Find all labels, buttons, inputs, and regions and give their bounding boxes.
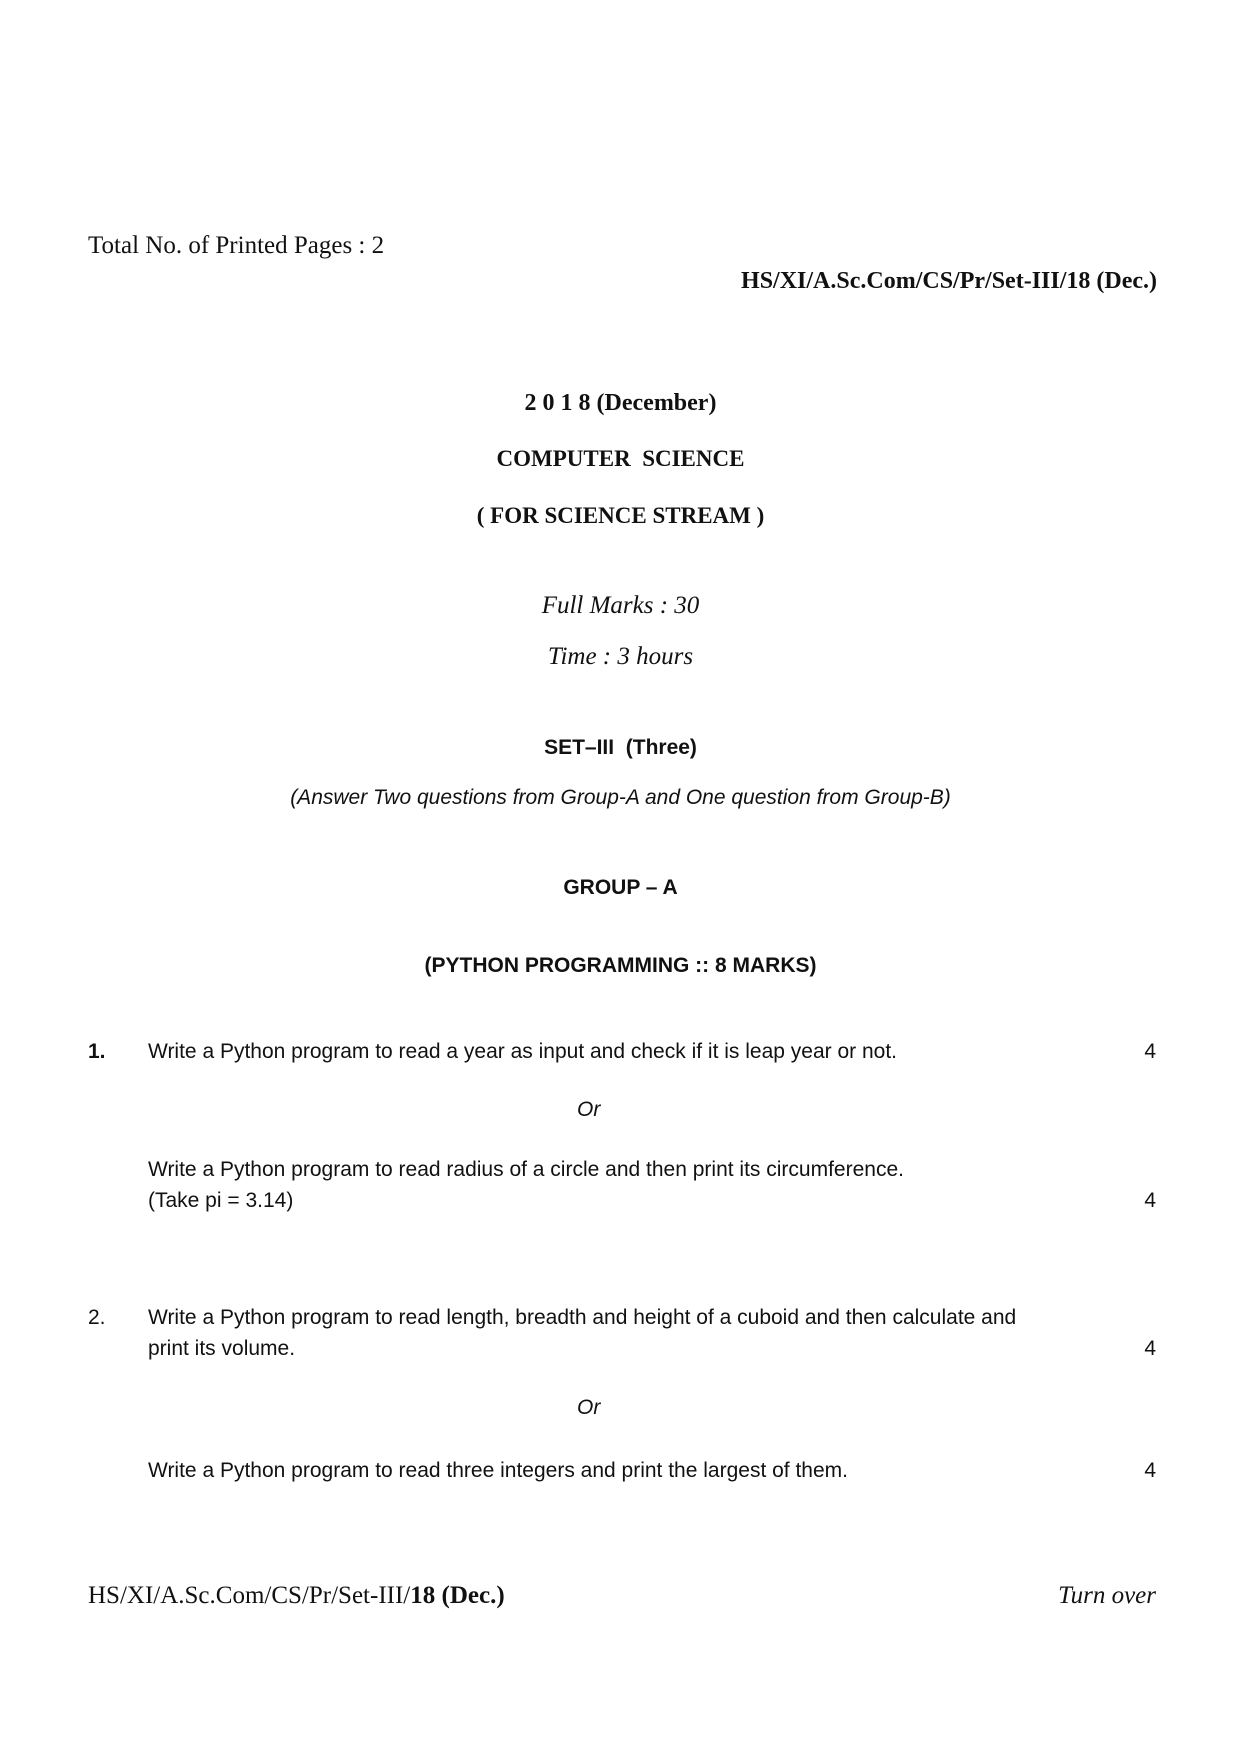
question-text-line1: Write a Python program to read length, breadth and height of a cuboid and then calculate and <box>148 1306 1017 1329</box>
footer-code-suffix: 18 (Dec.) <box>410 1582 505 1609</box>
or-separator: Or <box>577 1098 601 1121</box>
alternative-question-text-line1: Write a Python program to read radius of a circle and then print its circumference. <box>148 1158 904 1181</box>
question-marks: 4 <box>1144 1337 1156 1360</box>
question-text: Write a Python program to read a year as input and check if it is leap year or not. <box>148 1040 897 1063</box>
question-text-line2: print its volume. <box>148 1337 296 1360</box>
question-number: 1. <box>88 1040 106 1063</box>
footer-paper-code <box>88 1582 505 1610</box>
exam-year: 2 0 1 8 (December) <box>524 390 717 416</box>
instruction-text: (Answer Two questions from Group-A and One question from Group-B) <box>290 786 951 809</box>
group-heading: GROUP – A <box>563 876 678 899</box>
alternative-question-marks: 4 <box>1144 1459 1156 1482</box>
stream-title: ( FOR SCIENCE STREAM ) <box>476 503 765 528</box>
alternative-question-text-line2: (Take pi = 3.14) <box>148 1189 294 1212</box>
or-separator: Or <box>577 1396 601 1419</box>
turn-over-text: Turn over <box>1058 1582 1156 1609</box>
group-subtitle: (PYTHON PROGRAMMING :: 8 MARKS) <box>424 954 817 977</box>
alternative-question-marks: 4 <box>1144 1189 1156 1212</box>
alternative-question-text: Write a Python program to read three integers and print the largest of them. <box>148 1459 848 1482</box>
footer-code-prefix: HS/XI/A.Sc.Com/CS/Pr/Set-III/ <box>88 1582 411 1609</box>
set-label: SET–III (Three) <box>544 736 697 759</box>
total-pages-text: Total No. of Printed Pages : 2 <box>88 232 385 259</box>
paper-code: HS/XI/A.Sc.Com/CS/Pr/Set-III/18 (Dec.) <box>741 268 1157 294</box>
question-number: 2. <box>88 1306 106 1329</box>
subject-title: COMPUTER SCIENCE <box>496 446 745 471</box>
time-allowed: Time : 3 hours <box>547 643 694 670</box>
question-marks: 4 <box>1144 1040 1156 1063</box>
full-marks: Full Marks : 30 <box>541 592 700 619</box>
